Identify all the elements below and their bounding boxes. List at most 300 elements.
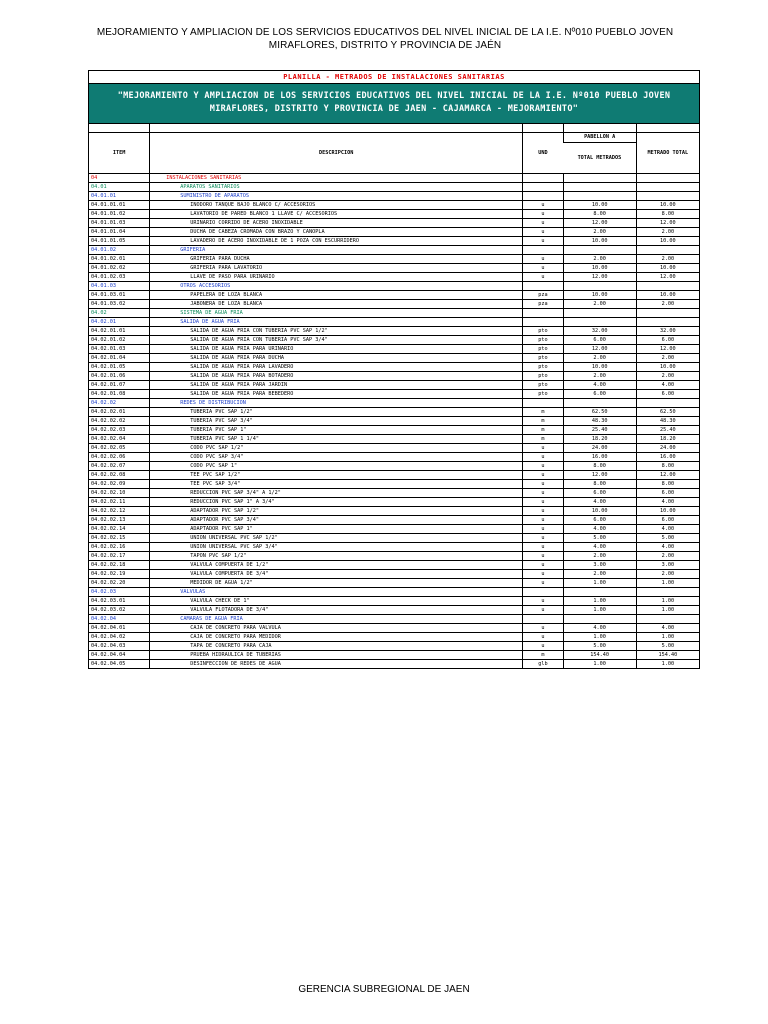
row-unit: u: [523, 579, 564, 588]
row-metrado: 2.00: [563, 372, 636, 381]
row-total: [636, 309, 699, 318]
table-row: [89, 552, 699, 561]
row-unit: [523, 318, 564, 327]
row-item-code: 04.02.02.10: [89, 489, 150, 498]
col-header-item: ITEM: [89, 133, 150, 174]
row-description: SALIDA DE AGUA FRIA CON TUBERIA PVC SAP 1/2": [150, 327, 523, 336]
row-metrado: 6.00: [563, 390, 636, 399]
row-unit: u: [523, 201, 564, 210]
table-row: [89, 624, 699, 633]
col-header-metrados: TOTAL METRADOS: [563, 142, 636, 173]
row-unit: u: [523, 633, 564, 642]
table-row: [89, 534, 699, 543]
row-item-code: 04.02: [89, 309, 150, 318]
row-metrado: 24.00: [563, 444, 636, 453]
row-total: 10.00: [636, 237, 699, 246]
row-metrado: 2.00: [563, 552, 636, 561]
row-total: 12.00: [636, 273, 699, 282]
table-row: [89, 597, 699, 606]
row-item-code: 04.02.02.09: [89, 480, 150, 489]
table-row: [89, 399, 699, 408]
row-item-code: 04.02.02.01: [89, 408, 150, 417]
row-unit: u: [523, 453, 564, 462]
table-row: [89, 174, 699, 183]
row-item-code: 04.02.01.05: [89, 363, 150, 372]
row-total: 4.00: [636, 381, 699, 390]
row-description: APARATOS SANITARIOS: [150, 183, 523, 192]
row-metrado: 3.00: [563, 561, 636, 570]
row-metrado: [563, 183, 636, 192]
row-item-code: 04.02.01.01: [89, 327, 150, 336]
row-unit: pto: [523, 390, 564, 399]
row-unit: u: [523, 219, 564, 228]
row-description: ADAPTADOR PVC SAP 1/2": [150, 507, 523, 516]
row-total: 6.00: [636, 489, 699, 498]
row-description: PRUEBA HIDRAULICA DE TUBERIAS: [150, 651, 523, 660]
table-row: [89, 381, 699, 390]
row-item-code: 04.01.01.03: [89, 219, 150, 228]
row-unit: [523, 615, 564, 624]
row-item-code: 04.01.02.03: [89, 273, 150, 282]
row-description: OTROS ACCESORIOS: [150, 282, 523, 291]
table-row: [89, 498, 699, 507]
row-item-code: 04.02.02.11: [89, 498, 150, 507]
row-unit: u: [523, 624, 564, 633]
row-total: 10.00: [636, 507, 699, 516]
row-description: LLAVE DE PASO PARA URINARIO: [150, 273, 523, 282]
row-description: GRIFERIA: [150, 246, 523, 255]
row-description: VALVULA CHECK DE 1": [150, 597, 523, 606]
row-total: 8.00: [636, 462, 699, 471]
row-metrado: [563, 588, 636, 597]
row-metrado: 8.00: [563, 480, 636, 489]
row-description: SISTEMA DE AGUA FRIA: [150, 309, 523, 318]
row-item-code: 04.02.04: [89, 615, 150, 624]
row-unit: pto: [523, 354, 564, 363]
row-metrado: 2.00: [563, 255, 636, 264]
col-header-group: PABELLON A: [563, 133, 636, 143]
row-unit: pto: [523, 363, 564, 372]
table-row: [89, 417, 699, 426]
row-total: 4.00: [636, 525, 699, 534]
row-item-code: 04.02.01.06: [89, 372, 150, 381]
table-row: [89, 489, 699, 498]
row-description: TAPA DE CONCRETO PARA CAJA: [150, 642, 523, 651]
row-total: 6.00: [636, 336, 699, 345]
table-row: [89, 309, 699, 318]
row-metrado: 10.00: [563, 363, 636, 372]
row-total: 10.00: [636, 201, 699, 210]
table-row: [89, 318, 699, 327]
row-total: 1.00: [636, 633, 699, 642]
row-metrado: 6.00: [563, 516, 636, 525]
row-total: 2.00: [636, 372, 699, 381]
row-metrado: 2.00: [563, 354, 636, 363]
table-row: [89, 300, 699, 309]
row-description: REDUCCION PVC SAP 1" A 3/4": [150, 498, 523, 507]
row-description: DESINFECCION DE REDES DE AGUA: [150, 660, 523, 669]
row-item-code: 04.02.02.16: [89, 543, 150, 552]
row-total: 10.00: [636, 291, 699, 300]
row-description: SALIDA DE AGUA FRIA PARA JARDIN: [150, 381, 523, 390]
row-total: 2.00: [636, 552, 699, 561]
table-row: [89, 642, 699, 651]
row-description: TAPON PVC SAP 1/2": [150, 552, 523, 561]
row-total: 154.40: [636, 651, 699, 660]
row-total: 1.00: [636, 660, 699, 669]
row-description: CODO PVC SAP 3/4": [150, 453, 523, 462]
row-item-code: 04.02.03: [89, 588, 150, 597]
table-row: [89, 462, 699, 471]
row-item-code: 04.02.02.20: [89, 579, 150, 588]
table-row: [89, 543, 699, 552]
row-metrado: 18.20: [563, 435, 636, 444]
row-total: [636, 174, 699, 183]
row-item-code: 04.02.01: [89, 318, 150, 327]
document-header: [60, 26, 710, 52]
row-item-code: 04.02.02.19: [89, 570, 150, 579]
row-unit: m: [523, 426, 564, 435]
row-description: SALIDA DE AGUA FRIA PARA LAVADERO: [150, 363, 523, 372]
row-description: UNION UNIVERSAL PVC SAP 3/4": [150, 543, 523, 552]
row-description: ADAPTADOR PVC SAP 1": [150, 525, 523, 534]
table-row: [89, 228, 699, 237]
row-item-code: 04.02.02: [89, 399, 150, 408]
row-description: REDES DE DISTRIBUCION: [150, 399, 523, 408]
row-unit: u: [523, 237, 564, 246]
row-total: 62.50: [636, 408, 699, 417]
row-description: CAJA DE CONCRETO PARA VALVULA: [150, 624, 523, 633]
row-total: 12.00: [636, 219, 699, 228]
row-metrado: 4.00: [563, 381, 636, 390]
row-description: GRIFERIA PARA LAVATORIO: [150, 264, 523, 273]
row-metrado: 10.00: [563, 264, 636, 273]
row-description: TEE PVC SAP 1/2": [150, 471, 523, 480]
row-total: 2.00: [636, 300, 699, 309]
col-header-unit: UND: [523, 133, 564, 174]
row-unit: [523, 192, 564, 201]
table-row: [89, 660, 699, 669]
table-row: [89, 579, 699, 588]
row-unit: u: [523, 507, 564, 516]
row-item-code: 04.01.01.05: [89, 237, 150, 246]
row-metrado: 1.00: [563, 633, 636, 642]
row-item-code: 04.01.01.04: [89, 228, 150, 237]
row-description: CODO PVC SAP 1": [150, 462, 523, 471]
row-unit: u: [523, 462, 564, 471]
row-unit: pto: [523, 345, 564, 354]
row-metrado: 2.00: [563, 570, 636, 579]
row-description: CAMARAS DE AGUA FRIA: [150, 615, 523, 624]
row-metrado: 8.00: [563, 462, 636, 471]
document-footer: GERENCIA SUBREGIONAL DE JAEN: [298, 984, 470, 995]
row-metrado: [563, 309, 636, 318]
table-row: [89, 588, 699, 597]
row-unit: u: [523, 210, 564, 219]
row-metrado: 4.00: [563, 543, 636, 552]
row-unit: glb: [523, 660, 564, 669]
header-group-row: [89, 133, 699, 143]
row-item-code: 04.02.02.15: [89, 534, 150, 543]
table-row: [89, 507, 699, 516]
row-unit: m: [523, 651, 564, 660]
project-banner: "MEJORAMIENTO Y AMPLIACION DE LOS SERVICIOS EDUCATIVOS DEL NIVEL INICIAL DE LA I.E. Nº010 PUEBLO JOVEN MIRAFLORES, DISTRITO Y PROVINCIA DE JAEN - CAJAMARCA - MEJORAMIENTO": [89, 84, 699, 124]
table-row: [89, 516, 699, 525]
row-total: 2.00: [636, 570, 699, 579]
row-unit: u: [523, 273, 564, 282]
row-metrado: 6.00: [563, 336, 636, 345]
row-unit: u: [523, 642, 564, 651]
row-metrado: 1.00: [563, 579, 636, 588]
row-total: 48.30: [636, 417, 699, 426]
row-total: [636, 588, 699, 597]
row-unit: u: [523, 489, 564, 498]
table-row: [89, 264, 699, 273]
row-total: [636, 246, 699, 255]
row-item-code: 04.02.02.04: [89, 435, 150, 444]
row-total: [636, 318, 699, 327]
row-total: 1.00: [636, 606, 699, 615]
row-unit: u: [523, 498, 564, 507]
row-total: 1.00: [636, 597, 699, 606]
row-item-code: 04.01.01: [89, 192, 150, 201]
row-metrado: 10.00: [563, 201, 636, 210]
sheet-title: PLANILLA - METRADOS DE INSTALACIONES SANITARIAS: [89, 71, 699, 84]
row-unit: u: [523, 471, 564, 480]
row-total: [636, 192, 699, 201]
row-metrado: 4.00: [563, 498, 636, 507]
row-item-code: 04.02.02.18: [89, 561, 150, 570]
row-unit: [523, 309, 564, 318]
row-item-code: 04.02.02.02: [89, 417, 150, 426]
row-metrado: 6.00: [563, 489, 636, 498]
row-description: URINARIO CORRIDO DE ACERO INOXIDABLE: [150, 219, 523, 228]
row-item-code: 04.01.03.01: [89, 291, 150, 300]
row-description: VALVULA COMPUERTA DE 3/4": [150, 570, 523, 579]
row-unit: m: [523, 435, 564, 444]
row-total: 25.40: [636, 426, 699, 435]
metrados-sheet: [88, 70, 700, 669]
row-description: UNION UNIVERSAL PVC SAP 1/2": [150, 534, 523, 543]
table-row: [89, 444, 699, 453]
row-unit: u: [523, 516, 564, 525]
row-metrado: 1.00: [563, 606, 636, 615]
table-row: [89, 435, 699, 444]
row-metrado: 4.00: [563, 624, 636, 633]
row-item-code: 04.02.04.03: [89, 642, 150, 651]
row-total: 32.00: [636, 327, 699, 336]
row-item-code: 04.01.01.02: [89, 210, 150, 219]
table-row: [89, 390, 699, 399]
row-total: 16.00: [636, 453, 699, 462]
row-metrado: 1.00: [563, 660, 636, 669]
row-unit: [523, 282, 564, 291]
row-item-code: 04.01.03: [89, 282, 150, 291]
row-metrado: 12.00: [563, 345, 636, 354]
row-description: CODO PVC SAP 1/2": [150, 444, 523, 453]
table-row: [89, 282, 699, 291]
row-item-code: 04.02.01.03: [89, 345, 150, 354]
row-description: VALVULAS: [150, 588, 523, 597]
row-total: [636, 282, 699, 291]
row-description: TUBERIA PVC SAP 3/4": [150, 417, 523, 426]
row-description: VALVULA COMPUERTA DE 1/2": [150, 561, 523, 570]
row-unit: u: [523, 525, 564, 534]
row-metrado: 10.00: [563, 291, 636, 300]
table-row: [89, 183, 699, 192]
row-total: 12.00: [636, 471, 699, 480]
table-row: [89, 480, 699, 489]
row-metrado: [563, 174, 636, 183]
row-total: 4.00: [636, 543, 699, 552]
metrados-table: [89, 124, 699, 668]
row-unit: [523, 183, 564, 192]
row-metrado: 2.00: [563, 228, 636, 237]
row-total: 12.00: [636, 345, 699, 354]
row-description: LAVATORIO DE PARED BLANCO 1 LLAVE C/ ACCESORIOS: [150, 210, 523, 219]
row-metrado: 2.00: [563, 300, 636, 309]
row-unit: [523, 588, 564, 597]
table-row: [89, 426, 699, 435]
table-row: [89, 570, 699, 579]
row-total: 4.00: [636, 498, 699, 507]
header-line-2: MIRAFLORES, DISTRITO Y PROVINCIA DE JAÉN: [268, 40, 502, 51]
row-metrado: 12.00: [563, 273, 636, 282]
row-description: SALIDA DE AGUA FRIA: [150, 318, 523, 327]
row-item-code: 04.02.02.17: [89, 552, 150, 561]
table-row: [89, 633, 699, 642]
table-row: [89, 201, 699, 210]
row-metrado: [563, 192, 636, 201]
row-description: CAJA DE CONCRETO PARA MEDIDOR: [150, 633, 523, 642]
row-description: SALIDA DE AGUA FRIA PARA DUCHA: [150, 354, 523, 363]
row-unit: pto: [523, 381, 564, 390]
row-item-code: 04: [89, 174, 150, 183]
row-metrado: [563, 246, 636, 255]
row-metrado: 12.00: [563, 219, 636, 228]
row-metrado: [563, 318, 636, 327]
row-item-code: 04.02.01.07: [89, 381, 150, 390]
row-item-code: 04.02.02.03: [89, 426, 150, 435]
table-row: [89, 210, 699, 219]
row-unit: pza: [523, 300, 564, 309]
row-item-code: 04.01.03.02: [89, 300, 150, 309]
row-unit: u: [523, 561, 564, 570]
row-item-code: 04.02.03.01: [89, 597, 150, 606]
row-item-code: 04.02.01.04: [89, 354, 150, 363]
row-description: INODORO TANQUE BAJO BLANCO C/ ACCESORIOS: [150, 201, 523, 210]
row-metrado: 10.00: [563, 507, 636, 516]
row-description: SALIDA DE AGUA FRIA PARA URINARIO: [150, 345, 523, 354]
row-unit: u: [523, 444, 564, 453]
row-total: [636, 183, 699, 192]
row-metrado: 25.40: [563, 426, 636, 435]
row-metrado: 154.40: [563, 651, 636, 660]
table-row: [89, 354, 699, 363]
row-total: 5.00: [636, 642, 699, 651]
table-row: [89, 246, 699, 255]
row-item-code: 04.02.02.14: [89, 525, 150, 534]
table-row: [89, 606, 699, 615]
row-item-code: 04.02.04.05: [89, 660, 150, 669]
row-total: [636, 399, 699, 408]
row-total: 6.00: [636, 390, 699, 399]
row-item-code: 04.02.02.12: [89, 507, 150, 516]
col-header-total: METRADO TOTAL: [636, 133, 699, 174]
row-description: TEE PVC SAP 3/4": [150, 480, 523, 489]
row-metrado: 12.00: [563, 471, 636, 480]
row-item-code: 04.01.02.01: [89, 255, 150, 264]
row-unit: m: [523, 408, 564, 417]
row-description: SUMINISTRO DE APARATOS: [150, 192, 523, 201]
row-total: 10.00: [636, 363, 699, 372]
row-unit: u: [523, 552, 564, 561]
table-row: [89, 345, 699, 354]
row-unit: pto: [523, 327, 564, 336]
table-row: [89, 336, 699, 345]
table-row: [89, 525, 699, 534]
row-item-code: 04.02.04.02: [89, 633, 150, 642]
table-row: [89, 237, 699, 246]
row-item-code: 04.01.02: [89, 246, 150, 255]
row-metrado: 62.50: [563, 408, 636, 417]
row-item-code: 04.02.04.04: [89, 651, 150, 660]
row-description: MEDIDOR DE AGUA 1/2": [150, 579, 523, 588]
row-item-code: 04.02.04.01: [89, 624, 150, 633]
row-metrado: 5.00: [563, 642, 636, 651]
table-row: [89, 363, 699, 372]
row-metrado: 10.00: [563, 237, 636, 246]
table-row: [89, 453, 699, 462]
row-metrado: 8.00: [563, 210, 636, 219]
row-metrado: [563, 399, 636, 408]
row-metrado: [563, 615, 636, 624]
row-description: VALVULA FLOTADORA DE 3/4": [150, 606, 523, 615]
row-unit: u: [523, 606, 564, 615]
table-row: [89, 408, 699, 417]
row-unit: u: [523, 255, 564, 264]
header-line-1: MEJORAMIENTO Y AMPLIACION DE LOS SERVICIOS EDUCATIVOS DEL NIVEL INICIAL DE LA I.E. Nº010 PUEBLO JOVEN: [96, 27, 674, 38]
row-unit: u: [523, 480, 564, 489]
row-item-code: 04.02.01.02: [89, 336, 150, 345]
table-row: [89, 327, 699, 336]
row-total: 2.00: [636, 228, 699, 237]
row-item-code: 04.01: [89, 183, 150, 192]
row-total: 5.00: [636, 534, 699, 543]
row-unit: pto: [523, 372, 564, 381]
table-row: [89, 615, 699, 624]
table-row: [89, 219, 699, 228]
row-metrado: 4.00: [563, 525, 636, 534]
row-description: PAPELERA DE LOZA BLANCA: [150, 291, 523, 300]
row-item-code: 04.02.02.07: [89, 462, 150, 471]
row-unit: [523, 399, 564, 408]
header-spacer-row: [89, 124, 699, 133]
row-unit: pza: [523, 291, 564, 300]
row-description: SALIDA DE AGUA FRIA CON TUBERIA PVC SAP 3/4": [150, 336, 523, 345]
row-metrado: [563, 282, 636, 291]
table-row: [89, 561, 699, 570]
row-metrado: 5.00: [563, 534, 636, 543]
row-total: 8.00: [636, 480, 699, 489]
row-total: [636, 615, 699, 624]
table-row: [89, 192, 699, 201]
row-metrado: 1.00: [563, 597, 636, 606]
row-description: SALIDA DE AGUA FRIA PARA BOTADERO: [150, 372, 523, 381]
row-description: TUBERIA PVC SAP 1": [150, 426, 523, 435]
row-total: 24.00: [636, 444, 699, 453]
row-description: DUCHA DE CABEZA CROMADA CON BRAZO Y CANOPLA: [150, 228, 523, 237]
